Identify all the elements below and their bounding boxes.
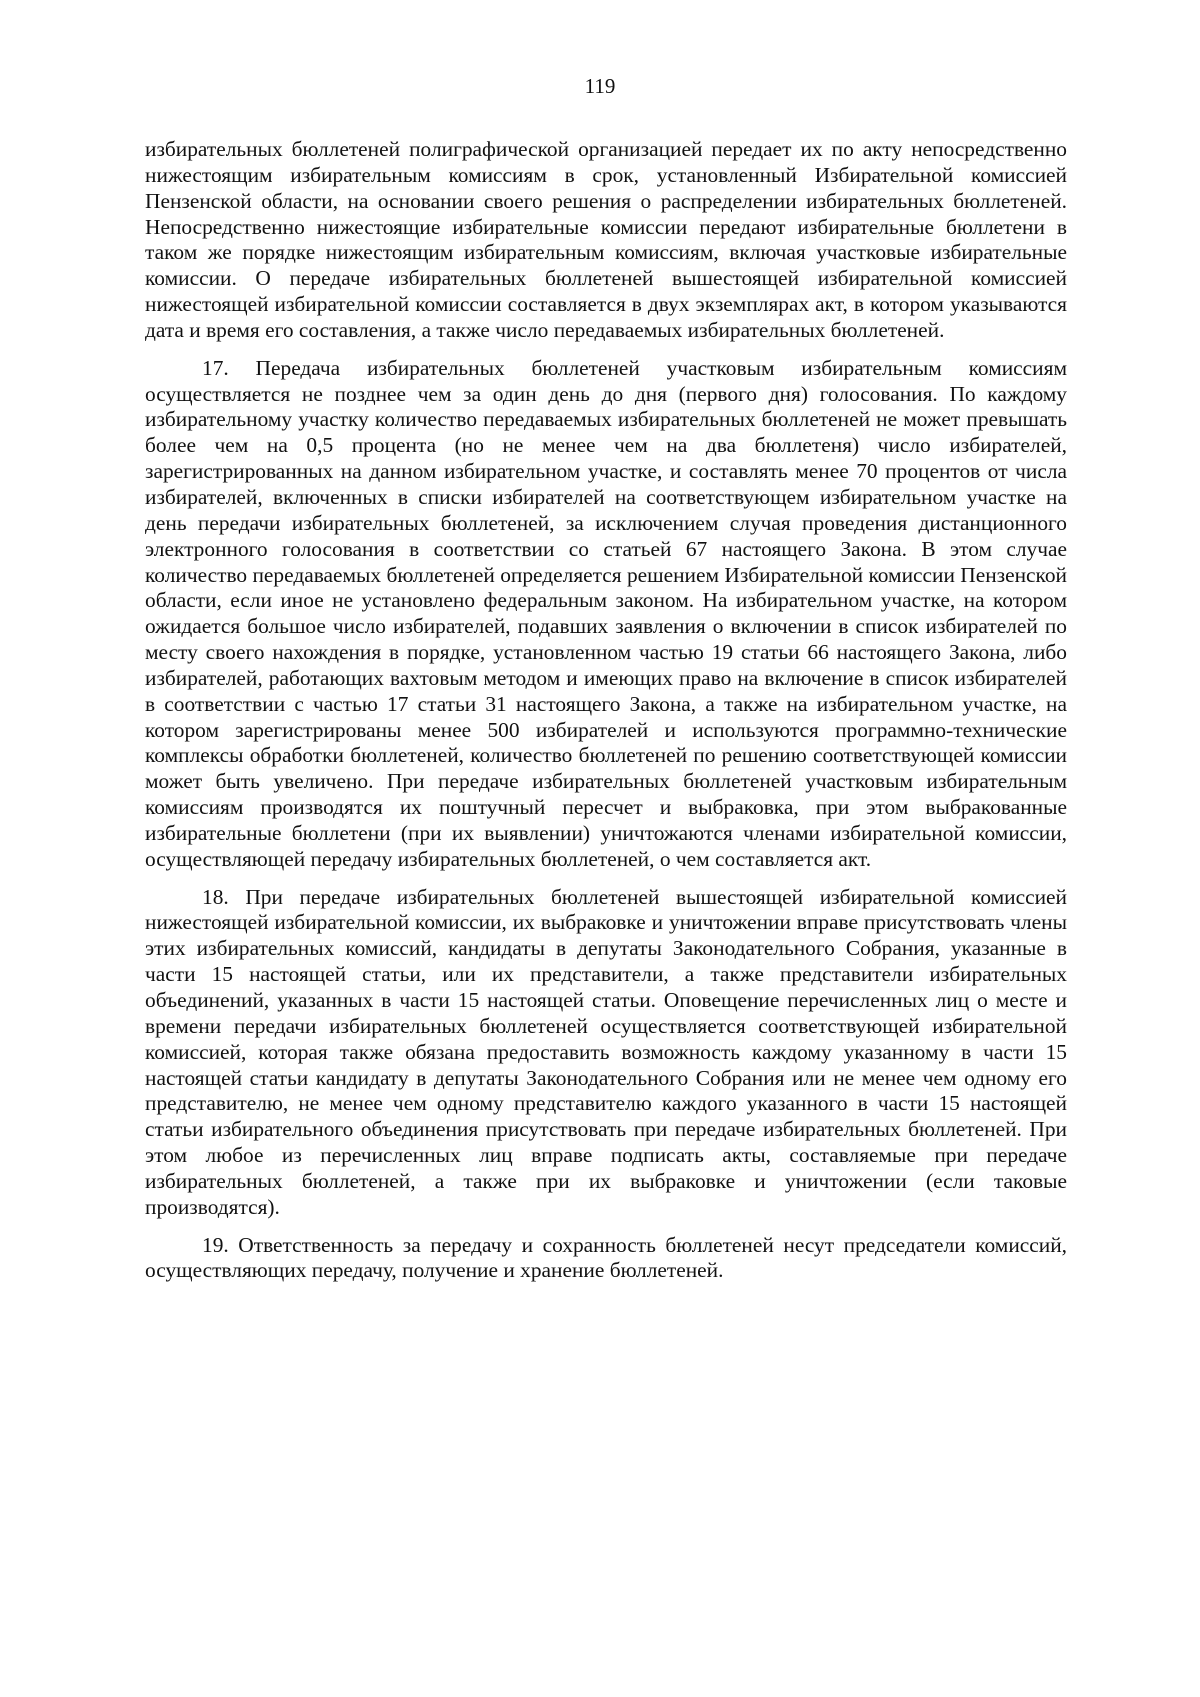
page-number: 119: [584, 74, 616, 98]
paragraph-item-18: 18. При передаче избирательных бюллетеней вышестоящей избирательной комиссией нижестоящей избирательной комиссии, их выбраковке и уничтожении вправе присутствовать члены этих избирательных комиссий, кандидаты в депутаты Законодательного Собрания, указанные в части 15 настоящей статьи, или их представители, а также представители избирательных объединений, указанных в части 15 настоящей статьи. Оповещение перечисленных лиц о месте и времени передачи избирательных бюллетеней осуществляется соответствующей избирательной комиссией, которая также обязана предоставить возможность каждому указанному в части 15 настоящей статьи кандидату в депутаты Законодательного Собрания или не менее чем одному его представителю, не менее чем одному представителю каждого указанного в части 15 настоящей статьи избирательного объединения присутствовать при передаче избирательных бюллетеней. При этом любое из перечисленных лиц вправе подписать акты, составляемые при передаче избирательных бюллетеней, а также при их выбраковке и уничтожении (если таковые производятся).: [145, 884, 1067, 1219]
paragraph-item-17: 17. Передача избирательных бюллетеней участковым избирательным комиссиям осуществляется не позднее чем за один день до дня (первого дня) голосования. По каждому избирательному участку количество передаваемых избирательных бюллетеней не может превышать более чем на 0,5 процента (но не менее чем на два бюллетеня) число избирателей, зарегистрированных на данном избирательном участке, и составлять менее 70 процентов от числа избирателей, включенных в списки избирателей на соответствующем избирательном участке на день передачи избирательных бюллетеней, за исключением случая проведения дистанционного электронного голосования в соответствии со статьей 67 настоящего Закона. В этом случае количество передаваемых бюллетеней определяется решением Избирательной комиссии Пензенской области, если иное не установлено федеральным законом. На избирательном участке, на котором ожидается большое число избирателей, подавших заявления о включении в список избирателей по месту своего нахождения в порядке, установленном частью 19 статьи 66 настоящего Закона, либо избирателей, работающих вахтовым методом и имеющих право на включение в список избирателей в соответствии с частью 17 статьи 31 настоящего Закона, а также на избирательном участке, на котором зарегистрированы менее 500 избирателей и используются программно-технические комплексы обработки бюллетеней, количество бюллетеней по решению соответствующей комиссии может быть увеличено. При передаче избирательных бюллетеней участковым избирательным комиссиям производятся их поштучный пересчет и выбраковка, при этом выбракованные избирательные бюллетени (при их выявлении) уничтожаются членами избирательной комиссии, осуществляющей передачу избирательных бюллетеней, о чем составляется акт.: [145, 355, 1067, 871]
paragraph-continuation: избирательных бюллетеней полиграфической организацией передает их по акту непосредственно нижестоящим избирательным комиссиям в срок, установленный Избирательной комиссией Пензенской области, на основании своего решения о распределении избирательных бюллетеней. Непосредственно нижестоящие избирательные комиссии передают избирательные бюллетени в таком же порядке нижестоящим избирательным комиссиям, включая участковые избирательные комиссии. О передаче избирательных бюллетеней вышестоящей избирательной комиссией нижестоящей избирательной комиссии составляется в двух экземплярах акт, в котором указываются дата и время его составления, а также число передаваемых избирательных бюллетеней.: [145, 137, 1067, 342]
paragraph-item-19: 19. Ответственность за передачу и сохранность бюллетеней несут председатели комиссий, осуществляющих передачу, получение и хранение бюллетеней.: [145, 1232, 1067, 1283]
document-body: [145, 137, 1067, 1296]
